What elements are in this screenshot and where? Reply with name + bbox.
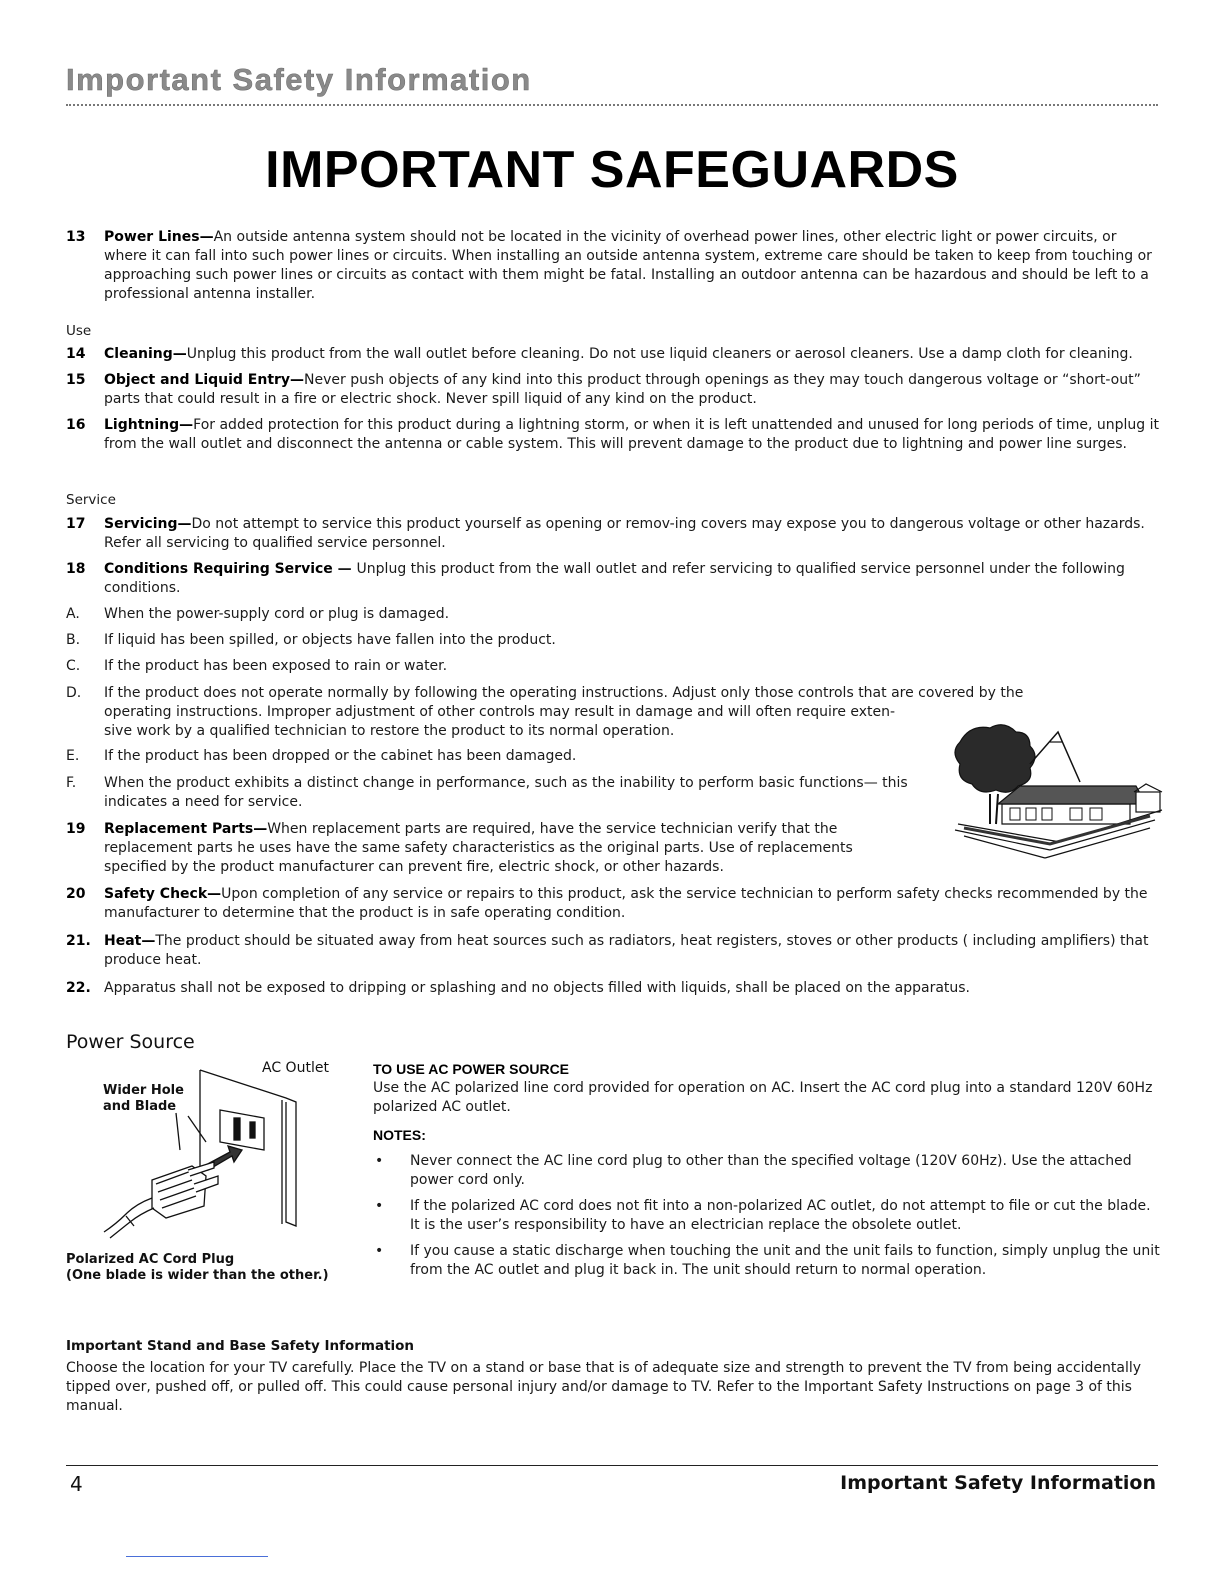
header-rule [66,104,1158,106]
polarized-plug-line2: (One blade is wider than the other.) [66,1268,329,1283]
item-text-line1: If the product does not operate normally by following the operating instructions. Adjust only those controls that are covered by the [104,685,1024,701]
stand-safety-text: Choose the location for your TV carefully. Place the TV on a stand or base that is of adequate size and strength to prevent the TV from being accidentally tipped over, pushed off, or pulled off. This could cause personal injury and/or damage to TV. Refer to the Important Safety Instructions on page 3 of this manual. [66,1360,1142,1414]
item-title: Conditions Requiring Service [104,561,333,577]
item-separator: — [179,417,194,433]
condition-item-b [66,631,1160,650]
scan-artifact-line [126,1556,268,1557]
wider-hole-line1: Wider Hole [103,1083,184,1098]
item-separator: — [141,933,156,949]
item-letter: E. [66,748,80,764]
safeguard-item-16 [66,416,1160,454]
item-title: Safety Check [104,886,208,902]
wider-hole-line2: and Blade [103,1099,177,1114]
section-label-use: Use [66,323,92,339]
item-separator: — [253,821,268,837]
page-header-title: Important Safety Information [66,62,532,97]
ac-power-text: Use the AC polarized line cord provided for operation on AC. Insert the AC cord plug into a standard 120V 60Hz polarized AC outlet. [373,1080,1153,1115]
safeguard-item-13 [66,228,1160,304]
note-item [373,1152,1163,1190]
item-number: 19 [66,821,86,837]
item-number: 18 [66,561,86,577]
footer-rule [66,1465,1158,1466]
item-number: 21. [66,933,91,949]
item-number: 13 [66,229,86,245]
house-antenna-illustration [950,712,1165,862]
bullet-icon: • [375,1153,384,1169]
item-title: Replacement Parts [104,821,254,837]
item-text: For added protection for this product during a lightning storm, or when it is left unattended and unused for long periods of time, unplug it from the wall outlet and disconnect the antenna or cable system. This will prevent damage to the product due to lightning and power line surges. [104,417,1159,452]
safeguard-item-20 [66,885,1160,923]
item-title: Heat [104,933,142,949]
ac-power-heading: TO USE AC POWER SOURCE [373,1061,570,1077]
bullet-icon: • [375,1198,384,1214]
page-number: 4 [70,1472,83,1496]
item-title: Object and Liquid Entry [104,372,291,388]
power-source-heading: Power Source [66,1031,195,1053]
item-number: 17 [66,516,86,532]
item-separator: — [172,346,187,362]
item-letter: B. [66,632,81,648]
safeguard-item-18 [66,560,1160,598]
condition-item-e [66,747,934,766]
item-letter: C. [66,658,81,674]
item-text: When replacement parts are required, have the service technician verify that the replacement parts he uses have the same safety characteristics as the original parts. Use of replacements specified by the product manufacturer can prevent fire, electric shock, or other hazards. [104,821,853,875]
bullet-icon: • [375,1243,384,1259]
safeguard-item-15 [66,371,1160,409]
item-text: Never push objects of any kind into this product through openings as they may touch dangerous voltage or “short-out” parts that could result in a fire or electric shock. Never spill liquid of any kind on the product. [104,372,1141,407]
condition-item-a [66,605,1160,624]
item-text: When the power-supply cord or plug is damaged. [104,606,450,622]
section-label-service: Service [66,492,116,508]
item-text-line2: operating instructions. Improper adjustment of other controls may result in damage and will often require exten-sive work by a qualified technician to restore the product to its normal operation. [104,704,896,739]
item-text: An outside antenna system should not be located in the vicinity of overhead power lines, other electric light or power circuits, or where it can fall into such power lines or circuits. When installing an outside antenna system, extreme care should be taken to keep from touching or approaching such power lines or circuits as contact with them might be fatal. Installing an outdoor antenna can be hazardous and should be left to a professional antenna installer. [104,229,1152,302]
plug-outlet-drawing [96,1058,306,1243]
item-number: 16 [66,417,86,433]
note-text: Never connect the AC line cord plug to other than the specified voltage (120V 60Hz). Use the attached power cord only. [410,1153,1132,1188]
item-letter: A. [66,606,80,622]
item-text: If liquid has been spilled, or objects have fallen into the product. [104,632,556,648]
ac-outlet-label: AC Outlet [262,1060,329,1076]
item-text: Upon completion of any service or repairs to this product, ask the service technician to perform safety checks recommended by the manufacturer to determine that the product is in safe operating condition. [104,886,1148,921]
item-title: Power Lines [104,229,200,245]
safeguard-item-14 [66,345,1160,364]
item-title: Lightning [104,417,180,433]
item-number: 15 [66,372,86,388]
item-text: Unplug this product from the wall outlet before cleaning. Do not use liquid cleaners or aerosol cleaners. Use a damp cloth for cleaning. [186,346,1133,362]
polarized-plug-line1: Polarized AC Cord Plug [66,1252,235,1267]
item-text: Apparatus shall not be exposed to dripping or splashing and no objects filled with liquids, shall be placed on the apparatus. [104,980,971,996]
item-title: Servicing [104,516,178,532]
note-item [373,1242,1163,1280]
item-text: Unplug this product from the wall outlet and refer servicing to qualified service personnel under the following conditions. [104,561,1125,596]
note-text: If you cause a static discharge when touching the unit and the unit fails to function, simply unplug the unit from the AC outlet and plug it back in. The unit should return to normal operation. [410,1243,1160,1278]
item-number: 14 [66,346,86,362]
item-number: 22. [66,980,91,996]
note-text: If the polarized AC cord does not fit into a non-polarized AC outlet, do not attempt to file or cut the blade. It is the user’s responsibility to have an electrician replace the obsolete outlet. [410,1198,1151,1233]
stand-safety-heading: Important Stand and Base Safety Information [66,1338,415,1354]
item-title: Cleaning [104,346,173,362]
safeguard-item-21 [66,932,1160,970]
condition-item-c [66,657,1160,676]
item-text: Do not attempt to service this product yourself as opening or remov-ing covers may expose you to dangerous voltage or other hazards. Refer all servicing to qualified service personnel. [104,516,1145,551]
ac-plug-diagram [66,1058,356,1298]
item-number: 20 [66,886,86,902]
main-title: IMPORTANT SAFEGUARDS [265,141,959,199]
footer-title: Important Safety Information [840,1472,1156,1494]
item-separator: — [207,886,222,902]
item-text: If the product has been dropped or the cabinet has been damaged. [104,748,577,764]
item-text: When the product exhibits a distinct change in performance, such as the inability to perform basic functions— this indicates a need for service. [104,775,908,810]
notes-heading: NOTES: [373,1127,426,1143]
condition-item-f [66,774,934,812]
safeguard-item-22 [66,979,1160,998]
item-separator: — [177,516,192,532]
safeguard-item-19 [66,820,894,877]
item-letter: D. [66,685,82,701]
ac-power-instructions [373,1060,1163,1280]
note-item [373,1197,1163,1235]
polarized-plug-label [66,1252,329,1284]
item-letter: F. [66,775,77,791]
item-text: The product should be situated away from heat sources such as radiators, heat registers, stoves or other products ( including amplifiers) that produce heat. [104,933,1149,968]
item-text: If the product has been exposed to rain or water. [104,658,448,674]
item-separator: — [199,229,214,245]
safeguard-item-17 [66,515,1160,553]
item-separator: — [290,372,305,388]
item-separator: — [332,561,357,577]
